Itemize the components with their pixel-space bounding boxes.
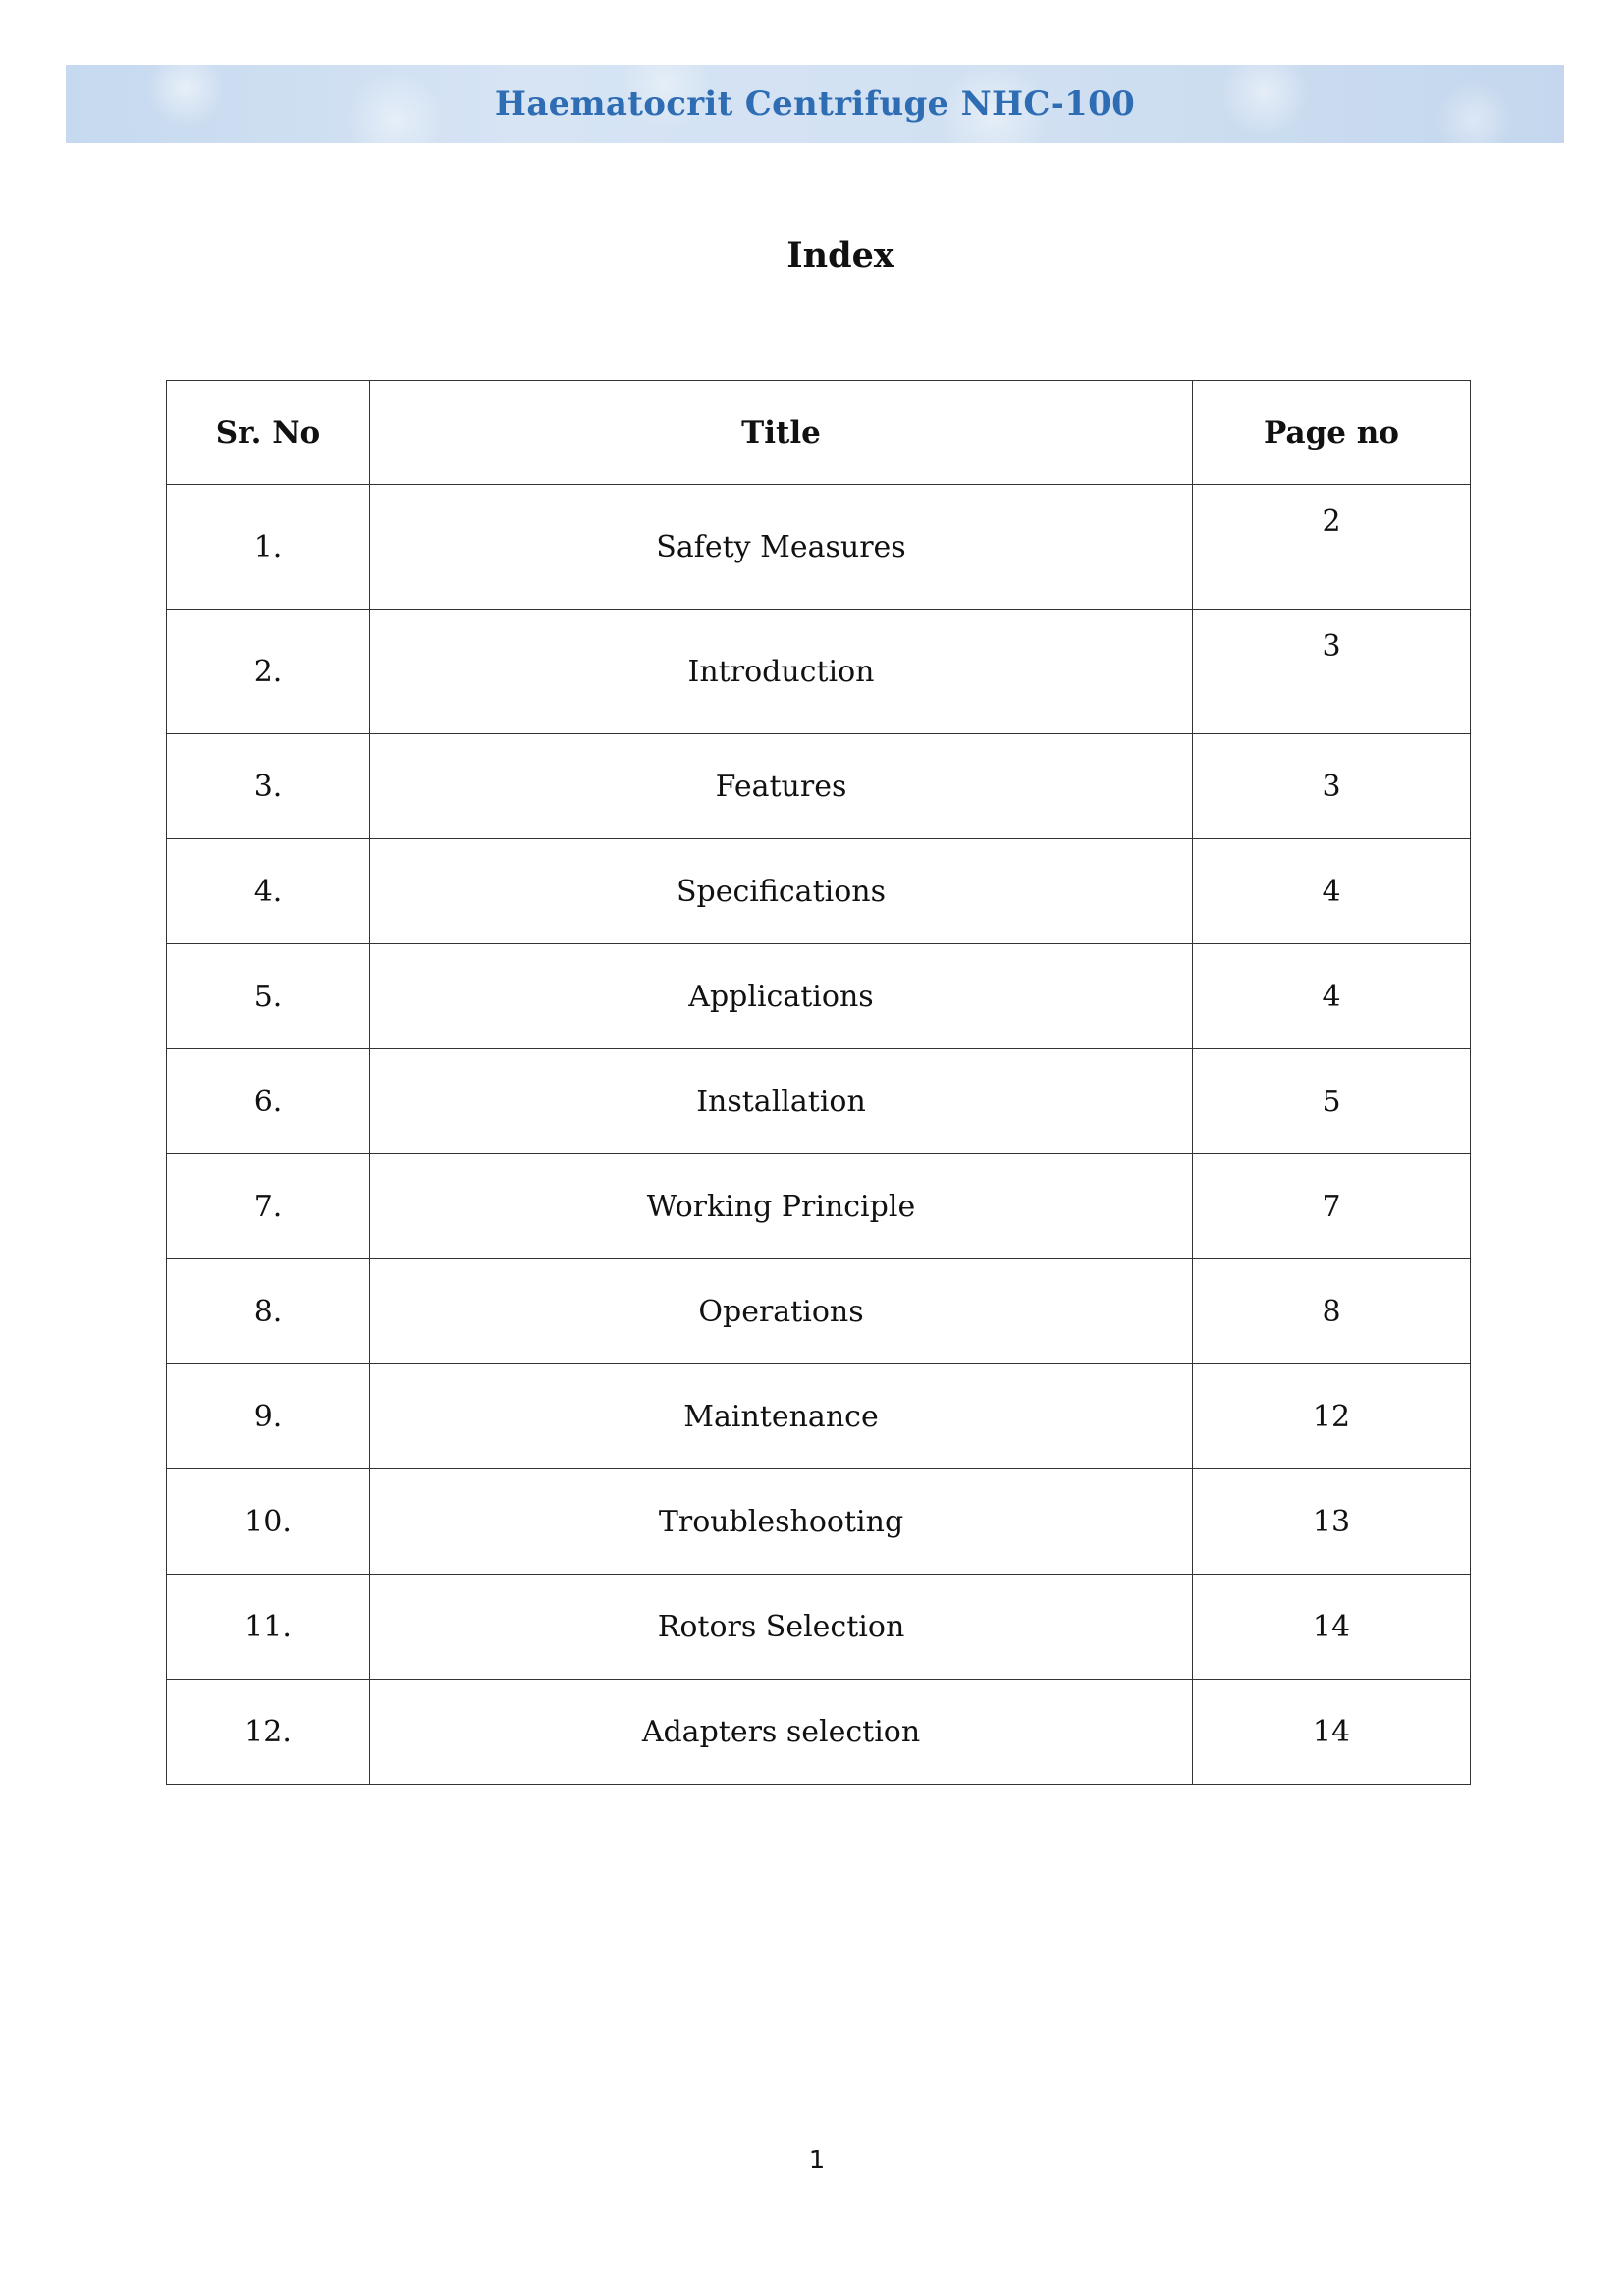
row-sr-no: 11. — [167, 1575, 370, 1680]
table-row — [167, 1364, 1471, 1469]
row-title: Safety Measures — [370, 485, 1193, 610]
column-header-page-no: Page no — [1193, 381, 1471, 485]
table-header-row — [167, 381, 1471, 485]
row-title: Rotors Selection — [370, 1575, 1193, 1680]
header-banner — [66, 65, 1564, 143]
column-header-sr-no: Sr. No — [167, 381, 370, 485]
row-sr-no: 3. — [167, 734, 370, 839]
table-row — [167, 1575, 1471, 1680]
row-sr-no: 8. — [167, 1259, 370, 1364]
table-row — [167, 610, 1471, 734]
row-page-no: 4 — [1193, 839, 1471, 944]
row-page-no: 8 — [1193, 1259, 1471, 1364]
row-title: Introduction — [370, 610, 1193, 734]
row-page-no: 4 — [1193, 944, 1471, 1049]
table-row — [167, 1049, 1471, 1154]
row-sr-no: 6. — [167, 1049, 370, 1154]
row-title: Applications — [370, 944, 1193, 1049]
table-row — [167, 1259, 1471, 1364]
document-title: Haematocrit Centrifuge NHC-100 — [494, 84, 1136, 124]
row-page-no: 14 — [1193, 1680, 1471, 1785]
row-page-no: 13 — [1193, 1469, 1471, 1575]
row-title: Installation — [370, 1049, 1193, 1154]
row-page-no: 12 — [1193, 1364, 1471, 1469]
row-title: Maintenance — [370, 1364, 1193, 1469]
page-number: 1 — [808, 2146, 826, 2175]
table-row — [167, 1154, 1471, 1259]
row-page-no: 5 — [1193, 1049, 1471, 1154]
row-page-no: 2 — [1193, 485, 1471, 610]
row-sr-no: 4. — [167, 839, 370, 944]
table-row — [167, 944, 1471, 1049]
row-sr-no: 2. — [167, 610, 370, 734]
index-table — [166, 380, 1471, 1785]
row-page-no: 3 — [1193, 610, 1471, 734]
row-title: Working Principle — [370, 1154, 1193, 1259]
row-page-no: 14 — [1193, 1575, 1471, 1680]
table-row — [167, 734, 1471, 839]
row-title: Features — [370, 734, 1193, 839]
row-sr-no: 9. — [167, 1364, 370, 1469]
row-title: Specifications — [370, 839, 1193, 944]
index-heading: Index — [786, 236, 894, 276]
row-page-no: 7 — [1193, 1154, 1471, 1259]
table-row — [167, 1680, 1471, 1785]
row-sr-no: 10. — [167, 1469, 370, 1575]
row-page-no: 3 — [1193, 734, 1471, 839]
table-row — [167, 1469, 1471, 1575]
row-sr-no: 1. — [167, 485, 370, 610]
row-title: Operations — [370, 1259, 1193, 1364]
row-title: Troubleshooting — [370, 1469, 1193, 1575]
row-title: Adapters selection — [370, 1680, 1193, 1785]
row-sr-no: 12. — [167, 1680, 370, 1785]
column-header-title: Title — [370, 381, 1193, 485]
table-row — [167, 839, 1471, 944]
row-sr-no: 5. — [167, 944, 370, 1049]
row-sr-no: 7. — [167, 1154, 370, 1259]
table-row — [167, 485, 1471, 610]
